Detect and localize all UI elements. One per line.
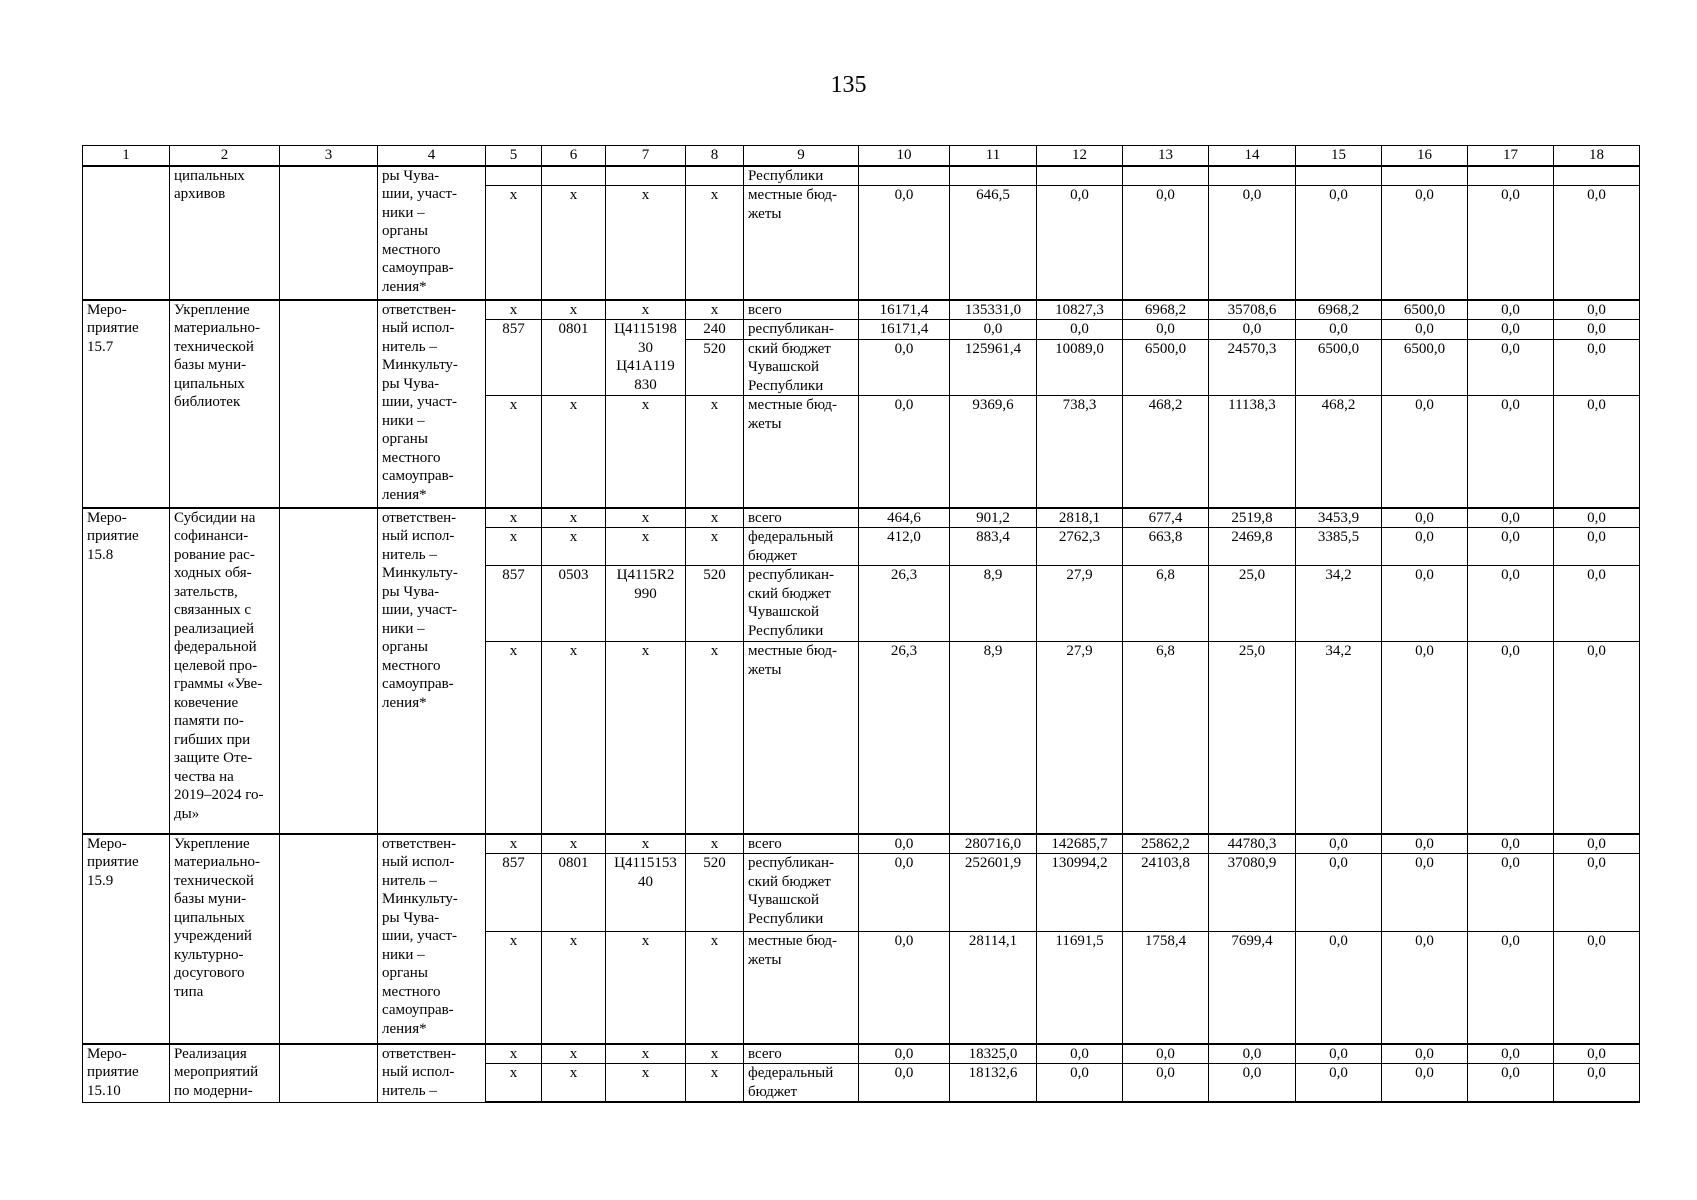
amount-cell: 0,0 (1382, 508, 1468, 528)
gov-code-cell: х (486, 396, 542, 508)
amount-cell (1296, 166, 1382, 186)
funding-source-cell: федеральный бюджет (744, 528, 859, 566)
amount-cell: 8,9 (950, 566, 1037, 642)
amount-cell: 0,0 (859, 1064, 950, 1103)
amount-cell: 0,0 (1468, 854, 1554, 932)
amount-cell: 0,0 (1037, 186, 1123, 300)
column-number: 4 (378, 146, 486, 166)
amount-cell: 2762,3 (1037, 528, 1123, 566)
amount-cell: 24103,8 (1123, 854, 1209, 932)
column-number: 9 (744, 146, 859, 166)
amount-cell: 0,0 (1554, 528, 1640, 566)
activity-name-cell: Укрепление материально- технической базы муни- ципальных учреждений культурно- досугового типа (170, 834, 280, 1044)
expense-type-cell: х (686, 528, 744, 566)
funding-source-cell: местные бюд- жеты (744, 932, 859, 1044)
target-article-cell: Ц4115198 30 Ц41А119 830 (606, 320, 686, 396)
target-article-cell: Ц4115R2 990 (606, 566, 686, 642)
amount-cell: 0,0 (1037, 1064, 1123, 1103)
amount-cell: 0,0 (1468, 508, 1554, 528)
amount-cell (859, 166, 950, 186)
amount-cell: 663,8 (1123, 528, 1209, 566)
amount-cell: 0,0 (1554, 932, 1640, 1044)
expense-type-cell: х (686, 508, 744, 528)
amount-cell: 35708,6 (1209, 300, 1296, 320)
amount-cell: 26,3 (859, 566, 950, 642)
activity-code-cell: Меро- приятие 15.7 (83, 300, 170, 508)
amount-cell (1037, 166, 1123, 186)
amount-cell: 468,2 (1123, 396, 1209, 508)
gov-code-cell (486, 166, 542, 186)
amount-cell: 3385,5 (1296, 528, 1382, 566)
column-number: 3 (280, 146, 378, 166)
amount-cell: 6500,0 (1382, 339, 1468, 396)
target-article-cell: х (606, 642, 686, 834)
activity-code-cell: Меро- приятие 15.10 (83, 1044, 170, 1103)
amount-cell: 18132,6 (950, 1064, 1037, 1103)
amount-cell: 10827,3 (1037, 300, 1123, 320)
funding-source-cell: ский бюджет Чувашской Республики (744, 339, 859, 396)
amount-cell: 6500,0 (1382, 300, 1468, 320)
gov-code-cell: х (486, 508, 542, 528)
executor-cell: ответствен- ный испол- нитель – Минкульту- ры Чува- шии, участ- ники – органы местного самоуправ- ления* (378, 834, 486, 1044)
gov-code-cell: х (486, 642, 542, 834)
executor-cell: ответствен- ный испол- нитель – Минкульту- ры Чува- шии, участ- ники – органы местного самоуправ- ления* (378, 508, 486, 834)
amount-cell: 0,0 (1382, 566, 1468, 642)
amount-cell: 28114,1 (950, 932, 1037, 1044)
amount-cell: 3453,9 (1296, 508, 1382, 528)
amount-cell: 0,0 (1123, 1044, 1209, 1064)
gov-code-cell: 857 (486, 566, 542, 642)
section-code-cell: 0801 (542, 320, 606, 396)
gov-code-cell: х (486, 1044, 542, 1064)
amount-cell: 0,0 (1468, 1064, 1554, 1103)
amount-cell: 0,0 (1123, 186, 1209, 300)
amount-cell: 142685,7 (1037, 834, 1123, 854)
amount-cell: 0,0 (1037, 320, 1123, 340)
amount-cell: 34,2 (1296, 642, 1382, 834)
amount-cell: 0,0 (859, 396, 950, 508)
amount-cell: 0,0 (1554, 339, 1640, 396)
amount-cell: 0,0 (859, 186, 950, 300)
page-number: 135 (830, 72, 867, 98)
expense-type-cell (686, 166, 744, 186)
section-code-cell: х (542, 1064, 606, 1103)
amount-cell: 25,0 (1209, 642, 1296, 834)
target-article-cell (606, 166, 686, 186)
amount-cell: 1758,4 (1123, 932, 1209, 1044)
section-code-cell: х (542, 932, 606, 1044)
amount-cell: 464,6 (859, 508, 950, 528)
amount-cell: 26,3 (859, 642, 950, 834)
amount-cell: 25862,2 (1123, 834, 1209, 854)
amount-cell: 27,9 (1037, 566, 1123, 642)
executor-cell: ответствен- ный испол- нитель – Минкульту- ры Чува- шии, участ- ники – органы местного самоуправ- ления* (378, 300, 486, 508)
amount-cell: 24570,3 (1209, 339, 1296, 396)
amount-cell: 0,0 (1382, 1044, 1468, 1064)
amount-cell: 280716,0 (950, 834, 1037, 854)
amount-cell: 0,0 (1382, 528, 1468, 566)
amount-cell: 468,2 (1296, 396, 1382, 508)
amount-cell: 2469,8 (1209, 528, 1296, 566)
amount-cell: 0,0 (1468, 1044, 1554, 1064)
amount-cell: 0,0 (1468, 566, 1554, 642)
expense-type-cell: х (686, 1044, 744, 1064)
amount-cell (1382, 166, 1468, 186)
amount-cell: 0,0 (1037, 1044, 1123, 1064)
gov-code-cell: х (486, 1064, 542, 1103)
table-row (83, 166, 1640, 186)
expense-type-cell: х (686, 186, 744, 300)
activity-name-cell: Реализация мероприятий по модерни- (170, 1044, 280, 1103)
amount-cell (1209, 166, 1296, 186)
amount-cell: 0,0 (1209, 320, 1296, 340)
amount-cell: 0,0 (1554, 854, 1640, 932)
amount-cell: 0,0 (1468, 186, 1554, 300)
empty-cell (280, 300, 378, 508)
amount-cell: 8,9 (950, 642, 1037, 834)
amount-cell: 6500,0 (1296, 339, 1382, 396)
expense-type-cell: х (686, 932, 744, 1044)
amount-cell: 6,8 (1123, 642, 1209, 834)
amount-cell: 0,0 (1123, 1064, 1209, 1103)
table-row (83, 300, 1640, 320)
amount-cell: 44780,3 (1209, 834, 1296, 854)
empty-cell (280, 508, 378, 834)
funding-source-cell: местные бюд- жеты (744, 186, 859, 300)
expense-type-cell: х (686, 642, 744, 834)
funding-source-cell: местные бюд- жеты (744, 642, 859, 834)
funding-source-cell: федеральный бюджет (744, 1064, 859, 1103)
funding-source-cell: Республики (744, 166, 859, 186)
section-code-cell: х (542, 508, 606, 528)
amount-cell: 0,0 (1468, 642, 1554, 834)
amount-cell: 0,0 (1554, 642, 1640, 834)
gov-code-cell: х (486, 528, 542, 566)
amount-cell: 0,0 (1468, 339, 1554, 396)
expense-type-cell: х (686, 396, 744, 508)
activity-code-cell: Меро- приятие 15.8 (83, 508, 170, 834)
section-code-cell (542, 166, 606, 186)
gov-code-cell: х (486, 300, 542, 320)
amount-cell: 0,0 (1382, 854, 1468, 932)
empty-cell (280, 1044, 378, 1103)
column-number: 11 (950, 146, 1037, 166)
amount-cell: 16171,4 (859, 320, 950, 340)
budget-table (82, 145, 1640, 1103)
section-code-cell: х (542, 186, 606, 300)
section-code-cell: х (542, 528, 606, 566)
expense-type-cell: 520 (686, 854, 744, 932)
funding-source-cell: всего (744, 1044, 859, 1064)
column-number: 7 (606, 146, 686, 166)
amount-cell: 901,2 (950, 508, 1037, 528)
funding-source-cell: всего (744, 508, 859, 528)
amount-cell: 883,4 (950, 528, 1037, 566)
amount-cell: 0,0 (950, 320, 1037, 340)
amount-cell: 0,0 (859, 339, 950, 396)
target-article-cell: х (606, 300, 686, 320)
funding-source-cell: республикан- ский бюджет Чувашской Республики (744, 566, 859, 642)
column-number: 13 (1123, 146, 1209, 166)
section-code-cell: 0801 (542, 854, 606, 932)
funding-source-cell: республикан- (744, 320, 859, 340)
gov-code-cell: х (486, 834, 542, 854)
target-article-cell: х (606, 834, 686, 854)
expense-type-cell: 240 (686, 320, 744, 340)
table-row (83, 508, 1640, 528)
amount-cell: 34,2 (1296, 566, 1382, 642)
amount-cell: 646,5 (950, 186, 1037, 300)
column-number: 12 (1037, 146, 1123, 166)
expense-type-cell: х (686, 1064, 744, 1103)
amount-cell: 11138,3 (1209, 396, 1296, 508)
amount-cell (1468, 166, 1554, 186)
column-number: 17 (1468, 146, 1554, 166)
amount-cell: 0,0 (1554, 320, 1640, 340)
amount-cell: 37080,9 (1209, 854, 1296, 932)
amount-cell: 0,0 (1468, 932, 1554, 1044)
amount-cell: 0,0 (1468, 834, 1554, 854)
column-number: 14 (1209, 146, 1296, 166)
amount-cell: 0,0 (1382, 186, 1468, 300)
amount-cell: 0,0 (1296, 186, 1382, 300)
amount-cell: 0,0 (859, 1044, 950, 1064)
column-number: 18 (1554, 146, 1640, 166)
target-article-cell: х (606, 932, 686, 1044)
executor-cell: ры Чува- шии, участ- ники – органы местного самоуправ- ления* (378, 166, 486, 300)
activity-name-cell: ципальных архивов (170, 166, 280, 300)
amount-cell: 0,0 (859, 834, 950, 854)
target-article-cell: х (606, 528, 686, 566)
amount-cell: 0,0 (1554, 1044, 1640, 1064)
column-number: 8 (686, 146, 744, 166)
amount-cell: 0,0 (859, 932, 950, 1044)
amount-cell: 412,0 (859, 528, 950, 566)
column-number: 15 (1296, 146, 1382, 166)
table-row (83, 1044, 1640, 1064)
funding-source-cell: всего (744, 834, 859, 854)
amount-cell: 0,0 (1123, 320, 1209, 340)
amount-cell: 130994,2 (1037, 854, 1123, 932)
amount-cell: 0,0 (1296, 320, 1382, 340)
amount-cell: 0,0 (1296, 1044, 1382, 1064)
amount-cell: 6968,2 (1123, 300, 1209, 320)
amount-cell: 0,0 (1296, 854, 1382, 932)
column-number: 5 (486, 146, 542, 166)
amount-cell: 25,0 (1209, 566, 1296, 642)
amount-cell: 0,0 (1382, 1064, 1468, 1103)
amount-cell: 2818,1 (1037, 508, 1123, 528)
expense-type-cell: 520 (686, 566, 744, 642)
executor-cell: ответствен- ный испол- нитель – (378, 1044, 486, 1103)
amount-cell (1123, 166, 1209, 186)
amount-cell: 0,0 (1382, 396, 1468, 508)
expense-type-cell: х (686, 834, 744, 854)
empty-cell (280, 166, 378, 300)
amount-cell: 2519,8 (1209, 508, 1296, 528)
column-number: 16 (1382, 146, 1468, 166)
amount-cell: 0,0 (1554, 396, 1640, 508)
activity-name-cell: Субсидии на софинанси- рование рас- ходных обя- зательств, связанных с реализацией федеральной целевой про- граммы «Уве- ковечение памяти по- гибших при защите Оте- чества на 2019–2024 го- ды» (170, 508, 280, 834)
section-code-cell: х (542, 642, 606, 834)
amount-cell: 0,0 (1382, 642, 1468, 834)
amount-cell: 9369,6 (950, 396, 1037, 508)
amount-cell: 6500,0 (1123, 339, 1209, 396)
activity-code-cell: Меро- приятие 15.9 (83, 834, 170, 1044)
amount-cell: 6,8 (1123, 566, 1209, 642)
table-row (83, 834, 1640, 854)
expense-type-cell: х (686, 300, 744, 320)
target-article-cell: Ц4115153 40 (606, 854, 686, 932)
section-code-cell: х (542, 834, 606, 854)
activity-code-cell (83, 166, 170, 300)
section-code-cell: 0503 (542, 566, 606, 642)
amount-cell: 6968,2 (1296, 300, 1382, 320)
amount-cell (1554, 166, 1640, 186)
amount-cell: 0,0 (1554, 834, 1640, 854)
amount-cell: 0,0 (1554, 566, 1640, 642)
amount-cell: 0,0 (1296, 834, 1382, 854)
gov-code-cell: х (486, 932, 542, 1044)
amount-cell: 0,0 (1468, 320, 1554, 340)
amount-cell: 252601,9 (950, 854, 1037, 932)
funding-source-cell: всего (744, 300, 859, 320)
amount-cell: 0,0 (1468, 300, 1554, 320)
section-code-cell: х (542, 396, 606, 508)
column-number: 10 (859, 146, 950, 166)
funding-source-cell: республикан- ский бюджет Чувашской Республики (744, 854, 859, 932)
gov-code-cell: 857 (486, 320, 542, 396)
amount-cell: 0,0 (1554, 300, 1640, 320)
amount-cell: 0,0 (859, 854, 950, 932)
amount-cell: 0,0 (1296, 1064, 1382, 1103)
amount-cell: 16171,4 (859, 300, 950, 320)
expense-type-cell: 520 (686, 339, 744, 396)
amount-cell: 677,4 (1123, 508, 1209, 528)
gov-code-cell: 857 (486, 854, 542, 932)
amount-cell: 11691,5 (1037, 932, 1123, 1044)
amount-cell: 0,0 (1296, 932, 1382, 1044)
amount-cell: 0,0 (1554, 186, 1640, 300)
amount-cell: 0,0 (1209, 1044, 1296, 1064)
column-number: 6 (542, 146, 606, 166)
amount-cell: 10089,0 (1037, 339, 1123, 396)
amount-cell: 0,0 (1209, 186, 1296, 300)
column-number: 2 (170, 146, 280, 166)
section-code-cell: х (542, 300, 606, 320)
amount-cell: 135331,0 (950, 300, 1037, 320)
column-number-row (83, 146, 1640, 166)
target-article-cell: х (606, 1044, 686, 1064)
amount-cell: 0,0 (1382, 320, 1468, 340)
amount-cell: 27,9 (1037, 642, 1123, 834)
activity-name-cell: Укрепление материально- технической базы муни- ципальных библиотек (170, 300, 280, 508)
empty-cell (280, 834, 378, 1044)
target-article-cell: х (606, 508, 686, 528)
amount-cell: 0,0 (1382, 834, 1468, 854)
funding-source-cell: местные бюд- жеты (744, 396, 859, 508)
amount-cell: 0,0 (1468, 528, 1554, 566)
amount-cell: 0,0 (1382, 932, 1468, 1044)
amount-cell: 0,0 (1554, 1064, 1640, 1103)
gov-code-cell: х (486, 186, 542, 300)
amount-cell: 125961,4 (950, 339, 1037, 396)
amount-cell: 0,0 (1554, 508, 1640, 528)
column-number: 1 (83, 146, 170, 166)
target-article-cell: х (606, 186, 686, 300)
target-article-cell: х (606, 396, 686, 508)
amount-cell (950, 166, 1037, 186)
section-code-cell: х (542, 1044, 606, 1064)
amount-cell: 7699,4 (1209, 932, 1296, 1044)
target-article-cell: х (606, 1064, 686, 1103)
amount-cell: 0,0 (1468, 396, 1554, 508)
amount-cell: 738,3 (1037, 396, 1123, 508)
amount-cell: 18325,0 (950, 1044, 1037, 1064)
amount-cell: 0,0 (1209, 1064, 1296, 1103)
